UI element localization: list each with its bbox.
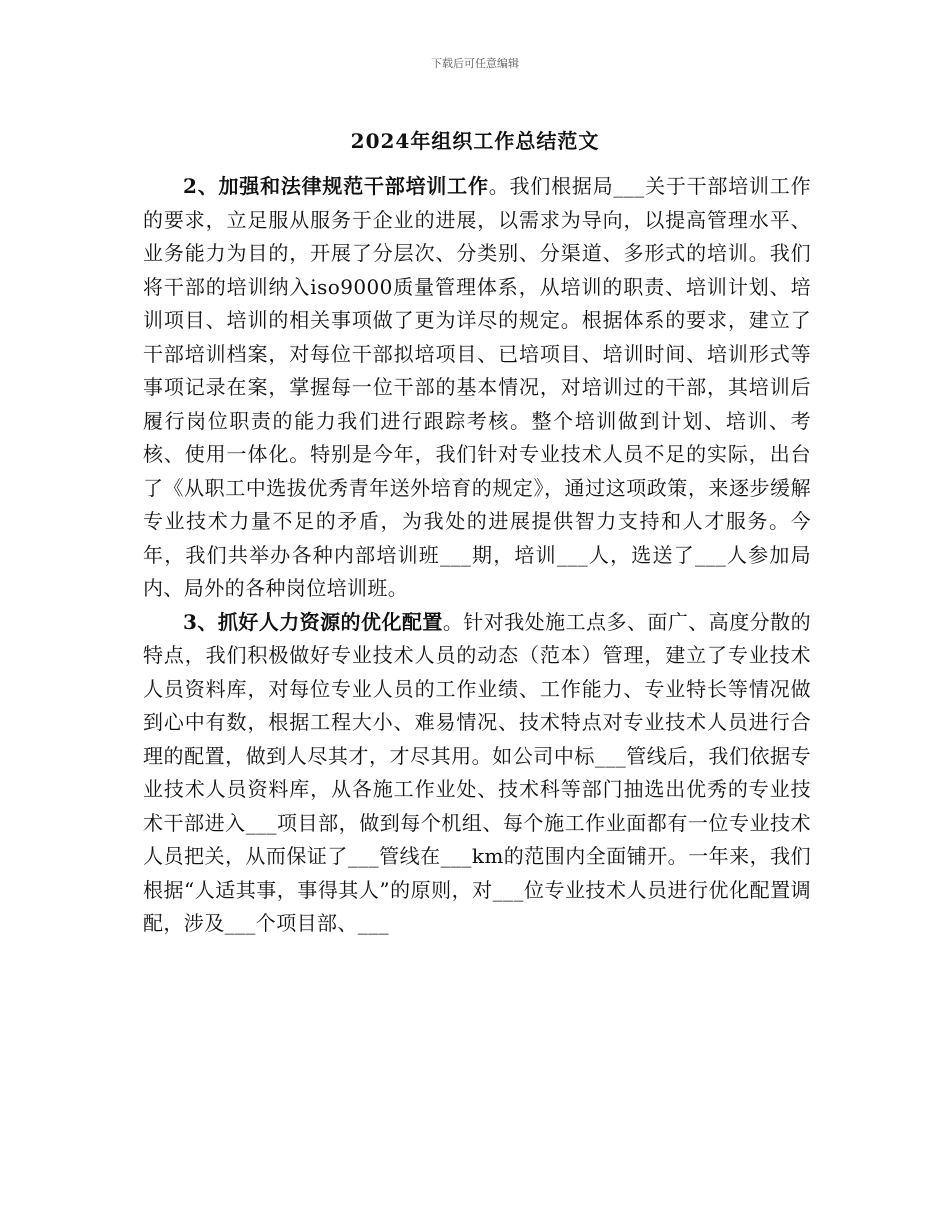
paragraph-hr-allocation: [143, 606, 811, 941]
paragraph-text: 。我们根据局___关于干部培训工作的要求，立足服从服务于企业的进展，以需求为导向，以提高管理水平、业务能力为目的，开展了分层次、分类别、分渠道、多形式的培训。我们将干部的培训纳入iso9000质量管理体系，从培训的职责、培训计划、培训项目、培训的相关事项做了更为详尽的规定。根据体系的要求，建立了干部培训档案，对每位干部拟培项目、已培项目、培训时间、培训形式等事项记录在案，掌握每一位干部的基本情况，对培训过的干部，其培训后履行岗位职责的能力我们进行跟踪考核。整个培训做到计划、培训、考核、使用一体化。特别是今年，我们针对专业技术人员不足的实际，出台了《从职工中选拔优秀青年送外培育的规定》，通过这项政策，来逐步缓解专业技术力量不足的矛盾，为我处的进展提供智力支持和人才服务。今年，我们共举办各种内部培训班___期，培训___人，选送了___人参加局内、局外的各种岗位培训班。: [143, 174, 811, 600]
paragraph-text: 。针对我处施工点多、面广、高度分散的特点，我们积极做好专业技术人员的动态（范本）管理，建立了专业技术人员资料库，对每位专业人员的工作业绩、工作能力、专业特长等情况做到心中有数，根据工程大小、难易情况、技术特点对专业技术人员进行合理的配置，做到人尽其才，才尽其用。如公司中标___管线后，我们依据专业技术人员资料库，从各施工作业处、技术科等部门抽选出优秀的专业技术干部进入___项目部，做到每个机组、每个施工作业面都有一位专业技术人员把关，从而保证了___管线在___km的范围内全面铺开。一年来，我们根据“人适其事，事得其人”的原则，对___位专业技术人员进行优化配置调配，涉及___个项目部、___: [143, 609, 811, 935]
document-title: 2024年组织工作总结范文: [350, 129, 600, 153]
paragraph-heading: 2、加强和法律规范干部培训工作: [183, 174, 489, 198]
header-note: 下载后可任意编辑: [431, 57, 519, 70]
paragraph-heading: 3、抓好人力资源的优化配置: [183, 609, 443, 634]
paragraph-training: [143, 170, 811, 606]
document-body: [143, 170, 811, 941]
